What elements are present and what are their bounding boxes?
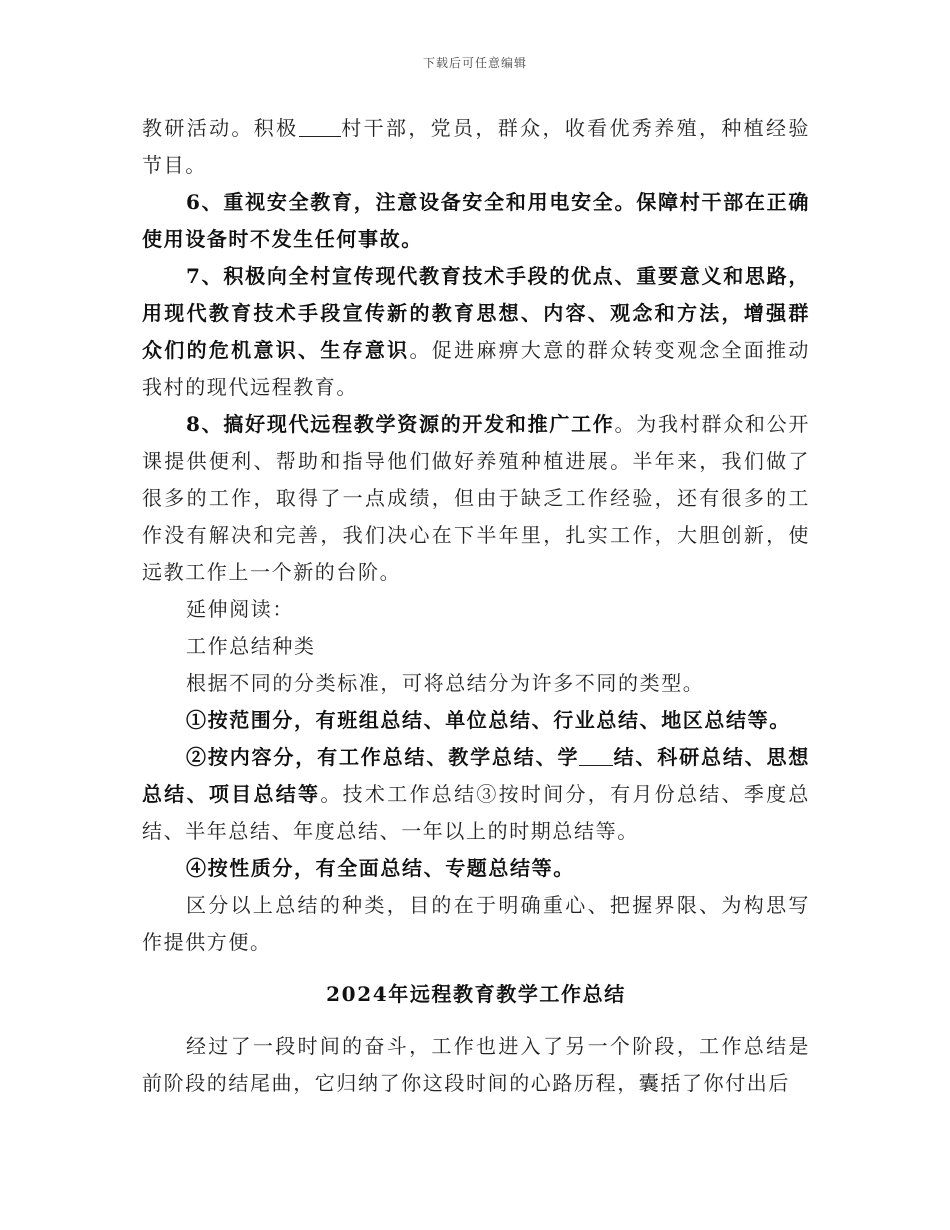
paragraph-item-6: 6、重视安全教育，注意设备安全和用电安全。保障村干部在正确使用设备时不发生任何事故。	[142, 190, 810, 251]
fill-in-blank	[579, 743, 613, 766]
extended-reading-label: 延伸阅读：	[186, 597, 294, 621]
paragraph-text: 教研活动。积极	[142, 116, 299, 140]
section-title: 2024年远程教育教学工作总结	[326, 982, 626, 1006]
paragraph-text: 。为我村群众和公开课提供便利、帮助和指导他们做好养殖种植进展。半年来，我们做了很多的工作，取得了一点成绩，但由于缺乏工作经验，还有很多的工作没有解决和完善，我们决心在下半年里，扎实工作，大胆创新，使远教工作上一个新的台阶。	[142, 412, 810, 584]
paragraph-text: 。技术工作总结③按时间分，有月份总结、季度总结、半年总结、年度总结、一年以上的时期总结等。	[142, 782, 810, 843]
summary-type-1: ①按范围分，有班组总结、单位总结、行业总结、地区总结等。	[186, 708, 791, 732]
page-header: 下载后可任意编辑	[422, 56, 527, 70]
paragraph-text: 村干部，党员，群众，收看优秀养殖，种植经验节目。	[142, 116, 810, 177]
paragraph-bold-text: 7、积极向全村宣传现代教育技术手段的优点、重要意义和思路，用现代教育技术手段宣传新的教育思想、内容、观念和方法，增强群众们的危机意识、生存意识	[142, 264, 810, 362]
paragraph-item-7	[142, 258, 810, 406]
paragraph-item-8	[142, 406, 810, 591]
summary-types-intro: 根据不同的分类标准，可将总结分为许多不同的类型。	[186, 671, 705, 695]
paragraph-bold-text: 8、搞好现代远程教学资源的开发和推广工作	[186, 412, 615, 436]
fill-in-blank	[299, 114, 341, 137]
paragraph-bold-text: 结、科研总结、思想总结、项目总结等	[142, 745, 810, 806]
summary-type-4: ④按性质分，有全面总结、专题总结等。	[186, 856, 575, 880]
paragraph-text: 。促进麻痹大意的群众转变观念全面推动我村的现代远程教育。	[142, 338, 810, 399]
section-intro: 经过了一段时间的奋斗，工作也进入了另一个阶段，工作总结是前阶段的结尾曲，它归纳了你这段时间的心路历程，囊括了你付出后	[142, 1034, 810, 1095]
summary-purpose: 区分以上总结的种类，目的在于明确重心、把握界限、为构思写作提供方便。	[142, 893, 810, 954]
document-body	[142, 110, 810, 1102]
paragraph-bold-text: ②按内容分，有工作总结、教学总结、学	[186, 745, 580, 769]
summary-types-title: 工作总结种类	[186, 634, 316, 658]
summary-type-2	[142, 739, 810, 850]
paragraph-continuation	[142, 110, 810, 184]
